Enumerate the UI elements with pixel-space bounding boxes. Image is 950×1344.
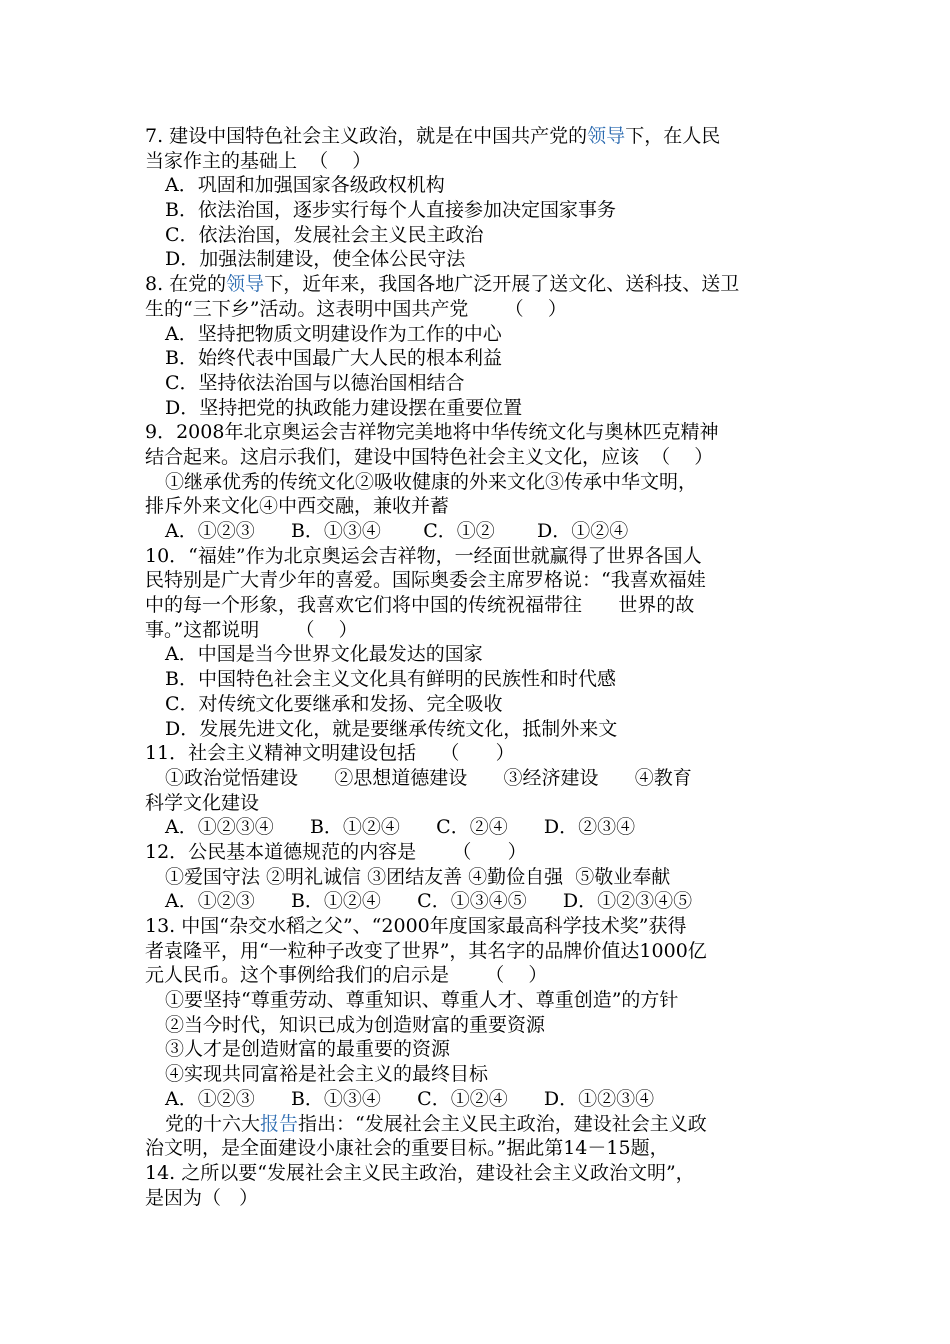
q8-line-1: 8. 在党的领导下，近年来，我国各地广泛开展了送文化、送科技、送卫 bbox=[145, 273, 740, 296]
q14-line-1: 14. 之所以要“发展社会主义民主政治，建设社会主义政治文明”， bbox=[145, 1161, 695, 1184]
q8-line-2: 生的“三下乡”活动。这表明中国共产党 （ ） bbox=[145, 297, 567, 320]
q7-option-a: A．巩固和加强国家各级政权机构 bbox=[165, 174, 445, 197]
q12-options: A．①②③ B．①②④ C．①③④⑤ D．①②③④⑤ bbox=[165, 890, 693, 913]
q11-line-3: 科学文化建设 bbox=[145, 791, 260, 814]
q8-option-a: A．坚持把物质文明建设作为工作的中心 bbox=[165, 322, 502, 345]
q10-option-c: C．对传统文化要继承和发扬、完全吸收 bbox=[165, 692, 503, 715]
q11-line-2: ①政治觉悟建设 ②思想道德建设 ③经济建设 ④教育 bbox=[165, 766, 692, 789]
q9-line-3: ①继承优秀的传统文化②吸收健康的外来文化③传承中华文明， bbox=[165, 470, 698, 493]
q13-item-1: ①要坚持“尊重劳动、尊重知识、尊重人才、尊重创造”的方针 bbox=[165, 989, 679, 1012]
q14-line-2: 是因为（ ） bbox=[145, 1186, 259, 1209]
q13-item-3: ③人才是创造财富的最重要的资源 bbox=[165, 1038, 451, 1061]
q10-option-a: A．中国是当今世界文化最发达的国家 bbox=[165, 643, 483, 666]
q13-line-1: 13. 中国“杂交水稻之父”、“2000年度国家最高科学技术奖”获得 bbox=[145, 915, 687, 937]
q13-options: A．①②③ B．①③④ C．①②④ D．①②③④ bbox=[165, 1087, 655, 1110]
q11-options: A．①②③④ B．①②④ C．②④ D．②③④ bbox=[165, 816, 636, 839]
q10-option-b: B．中国特色社会主义文化具有鲜明的民族性和时代感 bbox=[165, 668, 616, 691]
q10-line-2: 民特别是广大青少年的喜爱。国际奥委会主席罗格说：“我喜欢福娃 bbox=[145, 569, 706, 592]
q7-option-d: D．加强法制建设，使全体公民守法 bbox=[165, 248, 466, 271]
q8-option-b: B．始终代表中国最广大人民的根本利益 bbox=[165, 347, 502, 370]
q13-item-2: ②当今时代，知识已成为创造财富的重要资源 bbox=[165, 1013, 546, 1036]
q9-line-4: 排斥外来文化④中西交融，兼收并蓄 bbox=[145, 495, 450, 518]
q9-options: A．①②③ B．①③④ C．①② D．①②④ bbox=[165, 520, 629, 542]
q7-option-c: C．依法治国，发展社会主义民主政治 bbox=[165, 223, 484, 246]
q8-option-c: C．坚持依法治国与以德治国相结合 bbox=[165, 371, 465, 394]
q13-line-3: 元人民币。这个事例给我们的启示是 （ ） bbox=[145, 964, 548, 987]
q7-option-b: B．依法治国，逐步实行每个人直接参加决定国家事务 bbox=[165, 199, 616, 222]
q11-line-1: 11．社会主义精神文明建设包括 （ ） bbox=[145, 742, 515, 765]
intro-line-2: 治文明，是全面建设小康社会的重要目标。”据此第14－15题， bbox=[145, 1137, 669, 1160]
q9-line-2: 结合起来。这启示我们，建设中国特色社会主义文化，应该 （ ） bbox=[145, 445, 714, 468]
link-leadership[interactable]: 领导 bbox=[226, 273, 265, 296]
q7-line-1: 7. 建设中国特色社会主义政治，就是在中国共产党的领导下，在人民 bbox=[145, 125, 721, 147]
link-leadership[interactable]: 领导 bbox=[587, 125, 626, 147]
q7-line-2: 当家作主的基础上 （ ） bbox=[145, 149, 372, 172]
exam-page bbox=[145, 124, 815, 1210]
intro-line-1: 党的十六大报告指出：“发展社会主义民主政治，建设社会主义政 bbox=[165, 1112, 707, 1135]
q12-line-2: ①爱国守法 ②明礼诚信 ③团结友善 ④勤俭自强 ⑤敬业奉献 bbox=[165, 865, 671, 888]
q10-line-4: 事。”这都说明 （ ） bbox=[145, 618, 358, 641]
link-report[interactable]: 报告 bbox=[260, 1112, 299, 1135]
q10-option-d: D．发展先进文化，就是要继承传统文化，抵制外来文 bbox=[165, 717, 618, 740]
q9-line-1: 9．2008年北京奥运会吉祥物完美地将中华传统文化与奥林匹克精神 bbox=[145, 421, 719, 444]
q13-line-2: 者袁隆平，用“一粒种子改变了世界”，其名字的品牌价值达1000亿 bbox=[145, 939, 707, 962]
q13-item-4: ④实现共同富裕是社会主义的最终目标 bbox=[165, 1063, 489, 1086]
q8-option-d: D．坚持把党的执政能力建设摆在重要位置 bbox=[165, 396, 523, 419]
q10-line-3: 中的每一个形象，我喜欢它们将中国的传统祝福带往 世界的故 bbox=[145, 594, 695, 617]
q12-line-1: 12．公民基本道德规范的内容是 （ ） bbox=[145, 840, 527, 863]
q10-line-1: 10．“福娃”作为北京奥运会吉祥物，一经面世就赢得了世界各国人 bbox=[145, 544, 702, 567]
